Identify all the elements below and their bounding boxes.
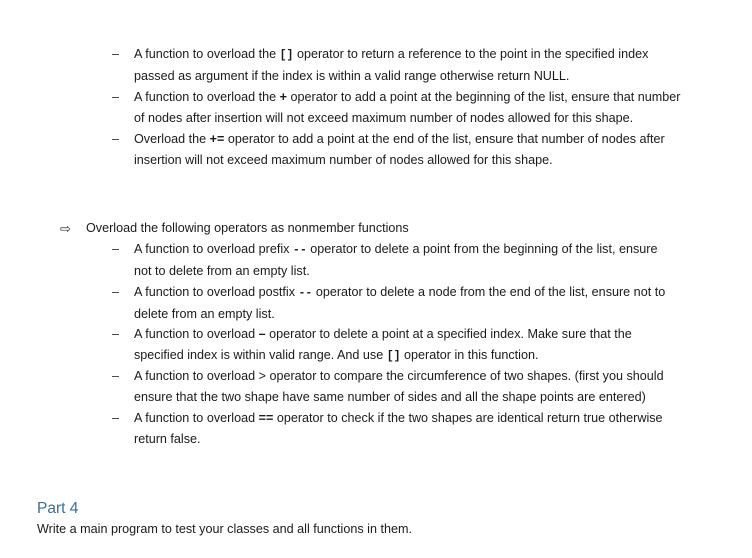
operator-token: +	[279, 90, 287, 104]
dash-bullet: –	[112, 132, 120, 146]
dash-bullet: –	[112, 47, 120, 61]
dash-bullet: –	[112, 242, 120, 256]
list-item: – A function to overload > operator to compare the circumference of two shapes. (first you should ensure that the two shape have same number of sides and all the shape points are entered)	[112, 366, 712, 408]
operator-token: --	[292, 244, 307, 257]
dash-bullet: –	[112, 285, 120, 299]
list-item: – Overload the += operator to add a point at the end of the list, ensure that number of nodes after insertion will not exceed maximum number of nodes allowed for this shape.	[112, 129, 712, 171]
section-heading: Overload the following operators as nonmember functions	[86, 221, 409, 235]
operator-token: []	[386, 350, 401, 363]
list-item: – A function to overload prefix -- operator to delete a point from the beginning of the list, ensure not to delete from an empty list.	[112, 239, 712, 282]
dash-bullet: –	[112, 369, 120, 383]
list-item: – A function to overload == operator to check if the two shapes are identical return true otherwise return false.	[112, 408, 712, 450]
part-body-text: Write a main program to test your classes and all functions in them.	[37, 522, 412, 536]
operator-token: +=	[209, 132, 225, 146]
arrow-bullet-icon: ⇨	[60, 221, 71, 236]
list-item: – A function to overload – operator to delete a point at a specified index. Make sure that the specified index is within valid range. And use [] operator in this function.	[112, 324, 712, 367]
operator-token: –	[258, 327, 266, 341]
dash-bullet: –	[112, 411, 120, 425]
list-item: – A function to overload the + operator to add a point at the beginning of the list, ensure that number of nodes after insertion will not exceed maximum number of nodes allowed for this shape.	[112, 87, 712, 129]
operator-token: []	[279, 49, 294, 62]
operator-token: --	[298, 287, 313, 300]
part-title: Part 4	[37, 500, 79, 517]
dash-bullet: –	[112, 90, 120, 104]
list-item: – A function to overload the [] operator to return a reference to the point in the specified index passed as argument if the index is within a valid range otherwise return NULL.	[112, 44, 712, 87]
list-item: – A function to overload postfix -- operator to delete a node from the end of the list, ensure not to delete from an empty list.	[112, 282, 712, 325]
dash-bullet: –	[112, 327, 120, 341]
operator-token: ==	[258, 411, 274, 425]
